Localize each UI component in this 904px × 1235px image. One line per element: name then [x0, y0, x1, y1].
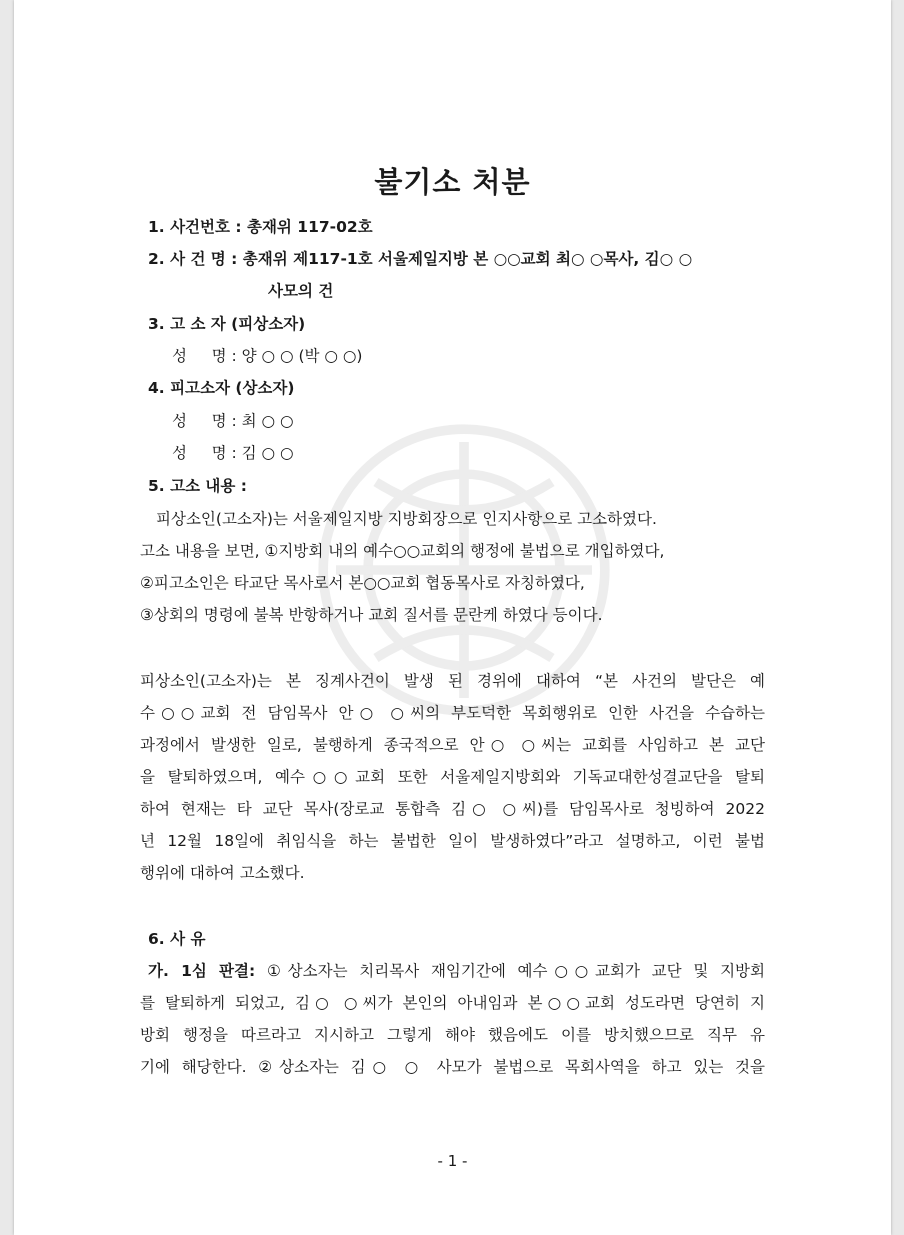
content-p2-line: 피상소인(고소자)는 본 징계사건이 발생 된 경위에 대하여 “본 사건의 발단은 예 [140, 672, 765, 690]
accused-name-2: 성 명 : 김 ○ ○ [172, 444, 294, 462]
case-name [148, 249, 692, 269]
content-heading: 5. 고소 내용 : [148, 477, 247, 495]
content-p2-line: 년 12월 18일에 취임식을 하는 불법한 일이 발생하였다”라고 설명하고, 이런 불법 [140, 832, 765, 850]
complainant-heading: 3. 고 소 자 (피상소자) [148, 315, 306, 333]
reason-heading: 6. 사 유 [148, 930, 206, 948]
document-title: 불기소 처분 [374, 165, 531, 199]
case-number-label: 1. 사건번호 : [148, 218, 242, 236]
reason-line: 를 탈퇴하게 되었고, 김○ ○씨가 본인의 아내임과 본○○교회 성도라면 당연히 지 [140, 994, 765, 1012]
complainant-name: 성 명 : 양 ○ ○ (박 ○ ○) [172, 347, 363, 365]
document-page [14, 0, 891, 1235]
content-p2-line: 수○○교회 전 담임목사 안○ ○씨의 부도덕한 목회행위로 인한 사건을 수습하는 [140, 704, 765, 722]
reason-line: 방회 행정을 따르라고 지시하고 그렇게 해야 했음에도 이를 방치했으므로 직무 유 [140, 1026, 765, 1044]
reason-line-text: ①상소자는 치리목사 재임기간에 예수○○교회가 교단 및 지방회 [255, 962, 765, 980]
accused-name-1: 성 명 : 최 ○ ○ [172, 412, 294, 430]
accused-heading: 4. 피고소자 (상소자) [148, 379, 295, 397]
reason-line [148, 961, 765, 981]
case-name-label: 2. 사 건 명 : [148, 250, 238, 268]
content-p1-line: ②피고소인은 타교단 목사로서 본○○교회 협동목사로 자칭하였다, [140, 574, 585, 592]
content-p2-line: 과정에서 발생한 일로, 불행하게 종국적으로 안○ ○씨는 교회를 사임하고 본 교단 [140, 736, 765, 754]
content-p2-line: 을 탈퇴하였으며, 예수○○교회 또한 서울제일지방회와 기독교대한성결교단을 탈퇴 [140, 768, 765, 786]
content-p2-line: 하여 현재는 타 교단 목사(장로교 통합측 김○ ○씨)를 담임목사로 청빙하여 2022 [140, 800, 765, 818]
content-p1-line: 고소 내용을 보면, ①지방회 내의 예수○○교회의 행정에 불법으로 개입하였다, [140, 542, 665, 560]
reason-line: 기에 해당한다. ②상소자는 김○ ○ 사모가 불법으로 목회사역을 하고 있는 것을 [140, 1058, 765, 1076]
case-name-cont: 사모의 건 [268, 282, 334, 300]
case-name-value: 총재위 제117-1호 서울제일지방 본 ○○교회 최○ ○목사, 김○ ○ [242, 250, 693, 268]
reason-sub-label: 가. 1심 판결: [148, 962, 256, 980]
content-p1-line: ③상회의 명령에 불복 반항하거나 교회 질서를 문란케 하였다 등이다. [140, 606, 603, 624]
case-number [148, 217, 373, 237]
content-p1-line: 피상소인(고소자)는 서울제일지방 지방회장으로 인지사항으로 고소하였다. [156, 510, 657, 528]
content-p2-line: 행위에 대하여 고소했다. [140, 864, 305, 882]
case-number-value: 총재위 117-02호 [246, 218, 373, 236]
page-number: - 1 - [437, 1152, 468, 1170]
